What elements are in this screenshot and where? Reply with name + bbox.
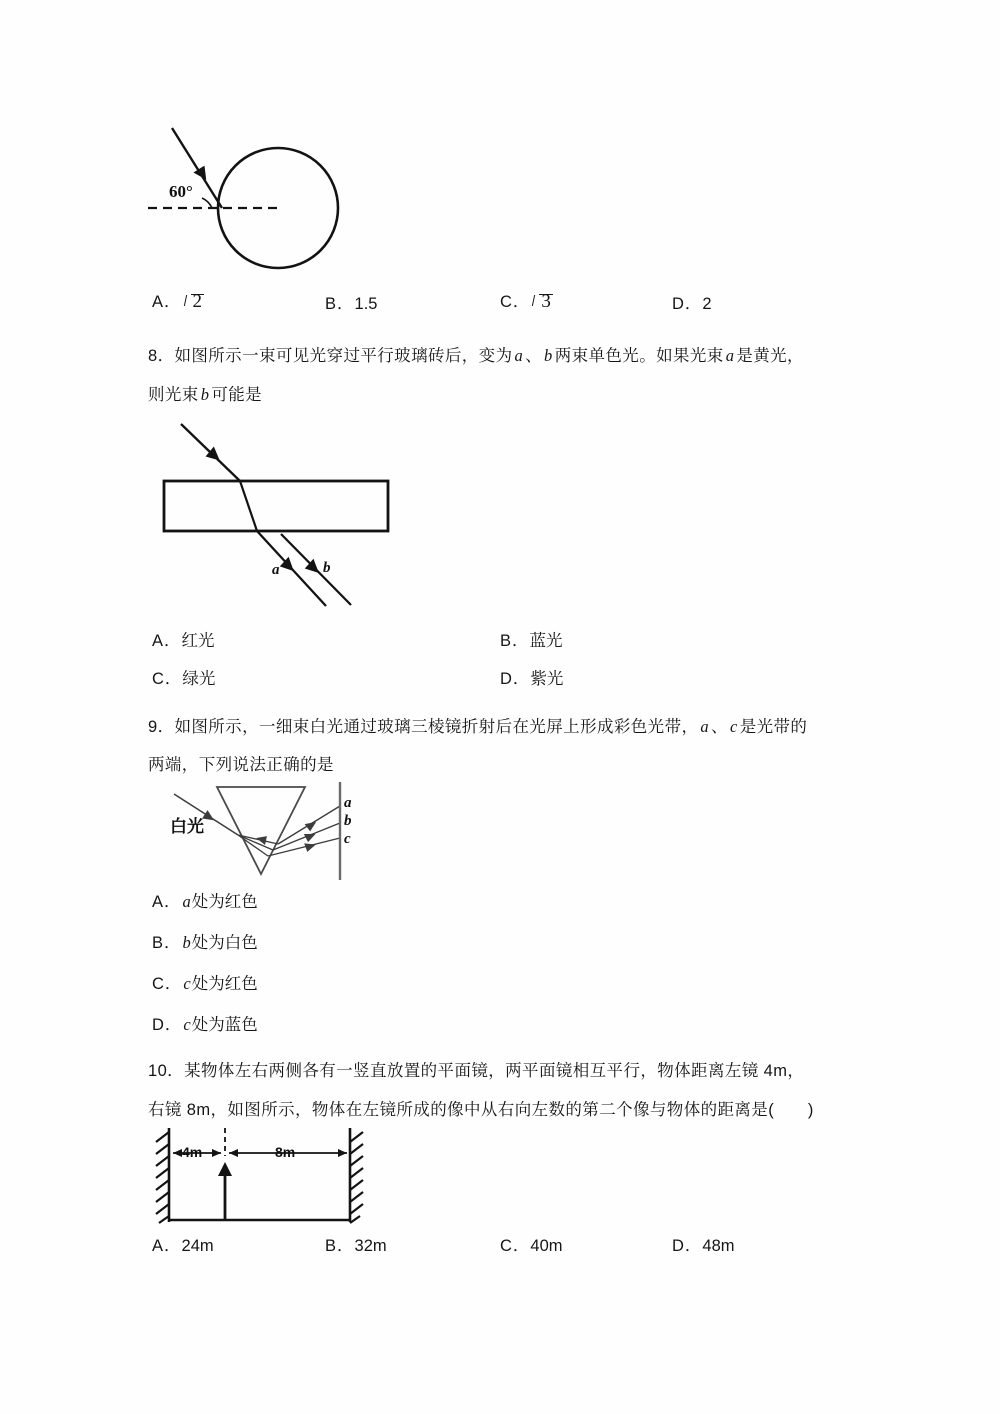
option-b-label: B． [325, 295, 355, 313]
band-label-a: a [344, 795, 352, 811]
glass-brick-figure [150, 412, 430, 617]
q9-option-c[interactable] [152, 970, 258, 994]
dimension-arrow-left-4m [173, 1149, 182, 1157]
q9-option-b-text: 处为白色 [191, 934, 258, 952]
q8-option-b[interactable] [500, 627, 563, 651]
question-9-text-b: 是光带的 [739, 718, 808, 736]
q8-option-a-label: A． [152, 632, 182, 650]
q9-option-d-var: c [183, 1015, 191, 1034]
q9-option-a-var: a [182, 892, 191, 911]
question-8-text-e: 可能是 [211, 386, 263, 404]
left-mirror-hatching [156, 1132, 169, 1223]
band-label-c: c [344, 831, 351, 847]
dimension-arrow-right-4m [212, 1149, 221, 1157]
q9-option-a-text: 处为红色 [191, 893, 258, 911]
q9-option-d-label: D． [152, 1016, 183, 1034]
q9-option-b[interactable] [152, 929, 258, 953]
question-8-var-b: b [544, 346, 553, 365]
q9-option-a[interactable] [152, 888, 258, 912]
q10-option-b[interactable] [325, 1232, 387, 1256]
q10-option-d-text: 48m [702, 1237, 735, 1255]
glass-sphere-circle [218, 148, 338, 268]
question-8-var-a: a [514, 346, 524, 365]
question-10-text-a: 某物体左右两侧各有一竖直放置的平面镜，两平面镜相互平行，物体距离左镜 4m， [184, 1062, 805, 1080]
q9-option-b-label: B． [152, 934, 182, 952]
question-8-number: 8． [148, 347, 175, 365]
question-8-var-a2: a [725, 346, 735, 365]
q9-option-d-text: 处为蓝色 [191, 1016, 258, 1034]
option-b[interactable] [325, 290, 377, 314]
q8-option-a[interactable] [152, 627, 215, 651]
q9-option-b-var: b [182, 933, 191, 952]
question-10-line-1 [148, 1052, 804, 1091]
question-9-line-2 [148, 746, 334, 785]
circle-refraction-figure [140, 110, 500, 285]
question-10-line-2 [148, 1091, 814, 1130]
q8-option-d-label: D． [500, 670, 531, 688]
question-8-text-a: 如图所示一束可见光穿过平行玻璃砖后，变为 [174, 347, 513, 365]
ray-c-arrowhead [304, 841, 317, 852]
option-b-value: 1.5 [354, 295, 378, 313]
question-9-text-c: 两端，下列说法正确的是 [148, 756, 334, 774]
question-10-number: 10． [148, 1062, 185, 1080]
q10-option-c-text: 40m [530, 1237, 563, 1255]
question-9-var-c: c [729, 717, 738, 736]
band-label-b: b [344, 813, 352, 829]
q10-option-a[interactable] [152, 1232, 214, 1256]
option-d-value: 2 [702, 295, 712, 313]
question-8-line-1 [148, 336, 804, 376]
question-8-text-d: 则光束 [148, 386, 199, 404]
prism-dispersion-figure [160, 782, 390, 882]
internal-ray-line [240, 481, 257, 531]
question-8-sep: 、 [525, 347, 543, 365]
question-9-text-a: 如图所示，一细束白光通过玻璃三棱镜折射后在光屏上形成彩色光带， [174, 718, 699, 736]
distance-label-8m: 8m [275, 1144, 296, 1160]
option-d-label: D． [672, 295, 703, 313]
q10-option-c[interactable] [500, 1232, 563, 1256]
q8-option-d-text: 紫光 [530, 670, 564, 688]
angle-label-60: 60° [169, 182, 193, 201]
right-mirror-hatching [350, 1132, 363, 1223]
white-light-arrowhead [202, 810, 217, 824]
option-a-label: A． [152, 293, 182, 311]
question-9-sep: 、 [711, 718, 728, 736]
question-10-text-b: 右镜 8m，如图所示，物体在左镜所成的像中从右向左数的第二个像与物体的距离是( ) [148, 1101, 814, 1119]
q8-option-c-label: C． [152, 670, 183, 688]
dimension-arrow-left-8m [229, 1149, 238, 1157]
option-a-sqrt-value: 2 [182, 292, 205, 311]
q9-option-c-var: c [183, 974, 191, 993]
q8-option-c[interactable] [152, 665, 215, 689]
option-c[interactable] [500, 288, 553, 312]
option-a[interactable] [152, 288, 204, 312]
angle-arc [202, 198, 212, 208]
question-9-number: 9． [148, 718, 175, 736]
ray-b-label: b [323, 560, 331, 576]
parallel-mirrors-figure [150, 1126, 385, 1226]
question-8-text-b: 两束单色光。如果光束 [554, 347, 724, 365]
q8-option-c-text: 绿光 [182, 670, 216, 688]
ray-b-arrowhead [304, 830, 317, 842]
q9-option-c-label: C． [152, 975, 183, 993]
glass-brick-rect [164, 481, 388, 531]
q8-option-a-text: 红光 [181, 632, 215, 650]
q10-option-b-label: B． [325, 1237, 355, 1255]
option-d[interactable] [672, 290, 712, 314]
q9-option-c-text: 处为红色 [191, 975, 258, 993]
q10-option-b-text: 32m [354, 1237, 387, 1255]
q10-option-c-label: C． [500, 1237, 531, 1255]
question-8-var-b2: b [200, 385, 210, 404]
q9-option-d[interactable] [152, 1011, 258, 1035]
q10-option-a-text: 24m [181, 1237, 214, 1255]
q10-option-d[interactable] [672, 1232, 735, 1256]
q9-option-a-label: A． [152, 893, 182, 911]
object-arrow-head [218, 1162, 232, 1176]
question-8-line-2 [148, 375, 262, 415]
q8-option-b-label: B． [500, 632, 530, 650]
option-c-label: C． [500, 293, 531, 311]
q10-option-d-label: D． [672, 1237, 703, 1255]
white-light-label: 白光 [170, 817, 204, 836]
question-9-var-a: a [700, 717, 710, 736]
distance-label-4m: 4m [182, 1144, 203, 1160]
ray-a-label: a [272, 562, 280, 578]
q8-option-b-text: 蓝光 [529, 632, 563, 650]
question-8-text-c: 是黄光， [736, 347, 804, 365]
q8-option-d[interactable] [500, 665, 563, 689]
option-c-sqrt-value: 3 [530, 292, 553, 311]
question-9-line-1 [148, 707, 807, 747]
dimension-arrow-right-8m [338, 1149, 347, 1157]
q10-option-a-label: A． [152, 1237, 182, 1255]
